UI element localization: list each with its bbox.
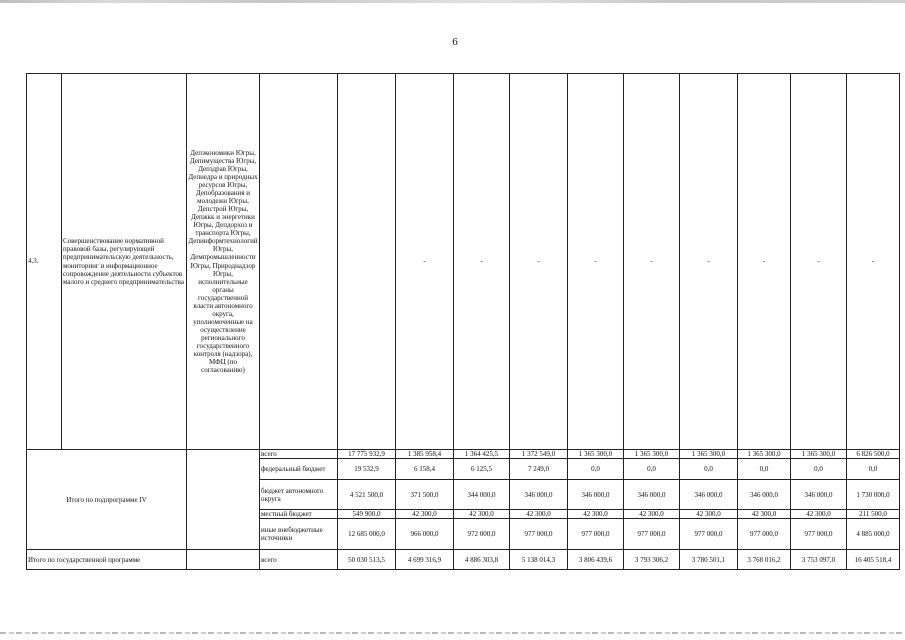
value-cell: 1 730 000,0	[847, 480, 900, 510]
source-label: всего	[260, 450, 338, 459]
value-cell: 977 000,0	[791, 519, 847, 550]
value-cell: 1 372 549,0	[510, 450, 568, 459]
value-cell: 346 000,0	[791, 480, 847, 510]
value-cell: 6 826 500,0	[847, 450, 900, 459]
table-row-program-total	[27, 550, 900, 570]
value-cell: 19 532,9	[338, 459, 396, 480]
event-source-cell	[260, 74, 338, 450]
budget-table	[26, 73, 900, 570]
value-cell: 346 000,0	[624, 480, 680, 510]
value-cell: 1 385 958,4	[396, 450, 454, 459]
event-value-cell: -	[624, 74, 680, 450]
value-cell: 42 300,0	[510, 510, 568, 519]
event-value-cell: -	[738, 74, 791, 450]
scan-edge-top	[0, 0, 905, 3]
value-cell: 1 364 425,5	[454, 450, 510, 459]
scan-edge-bottom	[0, 632, 905, 634]
event-executors: Депэкономики Югры, Депимущества Югры, Депздрав Югры, Депнедра и природных ресурсов Югры, Депобразования и молодежи Югры, Депстрой Югры, Депжкк и энергетики Югры, Депдорхоз и транспорта Югры, Депинформтехнологий Югры, Демпромышленности Югры, Природнадзор Югры, исполнительные органы государственной власти автономного округа, уполномоченные на осуществление регионального государственного контроля (надзора), МФЦ (по согласованию)	[187, 74, 260, 450]
value-cell: 977 000,0	[568, 519, 624, 550]
value-cell: 42 300,0	[791, 510, 847, 519]
value-cell: 346 000,0	[510, 480, 568, 510]
value-cell: 966 000,0	[396, 519, 454, 550]
event-value-cell: -	[847, 74, 900, 450]
value-cell: 1 365 300,0	[680, 450, 738, 459]
value-cell: 211 500,0	[847, 510, 900, 519]
value-cell: 0,0	[680, 459, 738, 480]
value-cell: 346 000,0	[680, 480, 738, 510]
value-cell: 549 900,0	[338, 510, 396, 519]
table-row-4-3	[27, 74, 900, 450]
value-cell: 3 780 501,1	[680, 550, 738, 570]
value-cell: 12 685 000,0	[338, 519, 396, 550]
value-cell: 977 000,0	[680, 519, 738, 550]
value-cell: 0,0	[847, 459, 900, 480]
source-label: местный бюджет	[260, 510, 338, 519]
value-cell: 4 699 316,9	[396, 550, 454, 570]
value-cell: 7 249,0	[510, 459, 568, 480]
value-cell: 977 000,0	[624, 519, 680, 550]
event-value-cell	[338, 74, 396, 450]
value-cell: 344 000,0	[454, 480, 510, 510]
table-row	[27, 450, 900, 459]
event-number: 4.3.	[27, 74, 62, 450]
event-value-cell: -	[510, 74, 568, 450]
value-cell: 3 806 439,6	[568, 550, 624, 570]
value-cell: 4 521 500,0	[338, 480, 396, 510]
value-cell: 346 000,0	[738, 480, 791, 510]
value-cell: 42 300,0	[396, 510, 454, 519]
value-cell: 42 300,0	[680, 510, 738, 519]
value-cell: 3 793 306,2	[624, 550, 680, 570]
value-cell: 0,0	[738, 459, 791, 480]
program-total-label: Итого по государственной программе	[27, 550, 187, 570]
value-cell: 3 753 097,0	[791, 550, 847, 570]
value-cell: 50 030 513,5	[338, 550, 396, 570]
value-cell: 4 886 303,8	[454, 550, 510, 570]
value-cell: 17 775 932,9	[338, 450, 396, 459]
value-cell: 1 365 300,0	[791, 450, 847, 459]
value-cell: 42 300,0	[568, 510, 624, 519]
value-cell: 972 000,0	[454, 519, 510, 550]
event-value-cell: -	[680, 74, 738, 450]
value-cell: 16 405 518,4	[847, 550, 900, 570]
value-cell: 4 885 000,0	[847, 519, 900, 550]
program-executor-cell	[187, 550, 260, 570]
value-cell: 0,0	[624, 459, 680, 480]
value-cell: 5 138 014,3	[510, 550, 568, 570]
value-cell: 6 125,5	[454, 459, 510, 480]
value-cell: 42 300,0	[454, 510, 510, 519]
page-number: 6	[452, 36, 458, 48]
value-cell: 1 365 300,0	[568, 450, 624, 459]
value-cell: 42 300,0	[624, 510, 680, 519]
event-value-cell: -	[454, 74, 510, 450]
value-cell: 977 000,0	[510, 519, 568, 550]
value-cell: 1 365 300,0	[624, 450, 680, 459]
event-value-cell: -	[791, 74, 847, 450]
source-label: иные внебюджетные источники	[260, 519, 338, 550]
value-cell: 42 300,0	[738, 510, 791, 519]
value-cell: 3 768 016,2	[738, 550, 791, 570]
source-label: всего	[260, 550, 338, 570]
subprogram-total-label: Итого по подпрограмме IV	[27, 450, 187, 550]
subprogram-executor-cell	[187, 450, 260, 550]
value-cell: 0,0	[568, 459, 624, 480]
value-cell: 0,0	[791, 459, 847, 480]
value-cell: 6 158,4	[396, 459, 454, 480]
source-label: бюджет автономного округа	[260, 480, 338, 510]
value-cell: 1 365 300,0	[738, 450, 791, 459]
event-value-cell: -	[568, 74, 624, 450]
event-value-cell: -	[396, 74, 454, 450]
event-name: Совершенствование нормативной правовой базы, регулирующей предпринимательскую деятельность, мониторинг и информационное сопровождение деятельности субъектов малого и среднего предпринимательства	[62, 74, 187, 450]
source-label: федеральный бюджет	[260, 459, 338, 480]
value-cell: 977 000,0	[738, 519, 791, 550]
value-cell: 371 500,0	[396, 480, 454, 510]
value-cell: 346 000,0	[568, 480, 624, 510]
